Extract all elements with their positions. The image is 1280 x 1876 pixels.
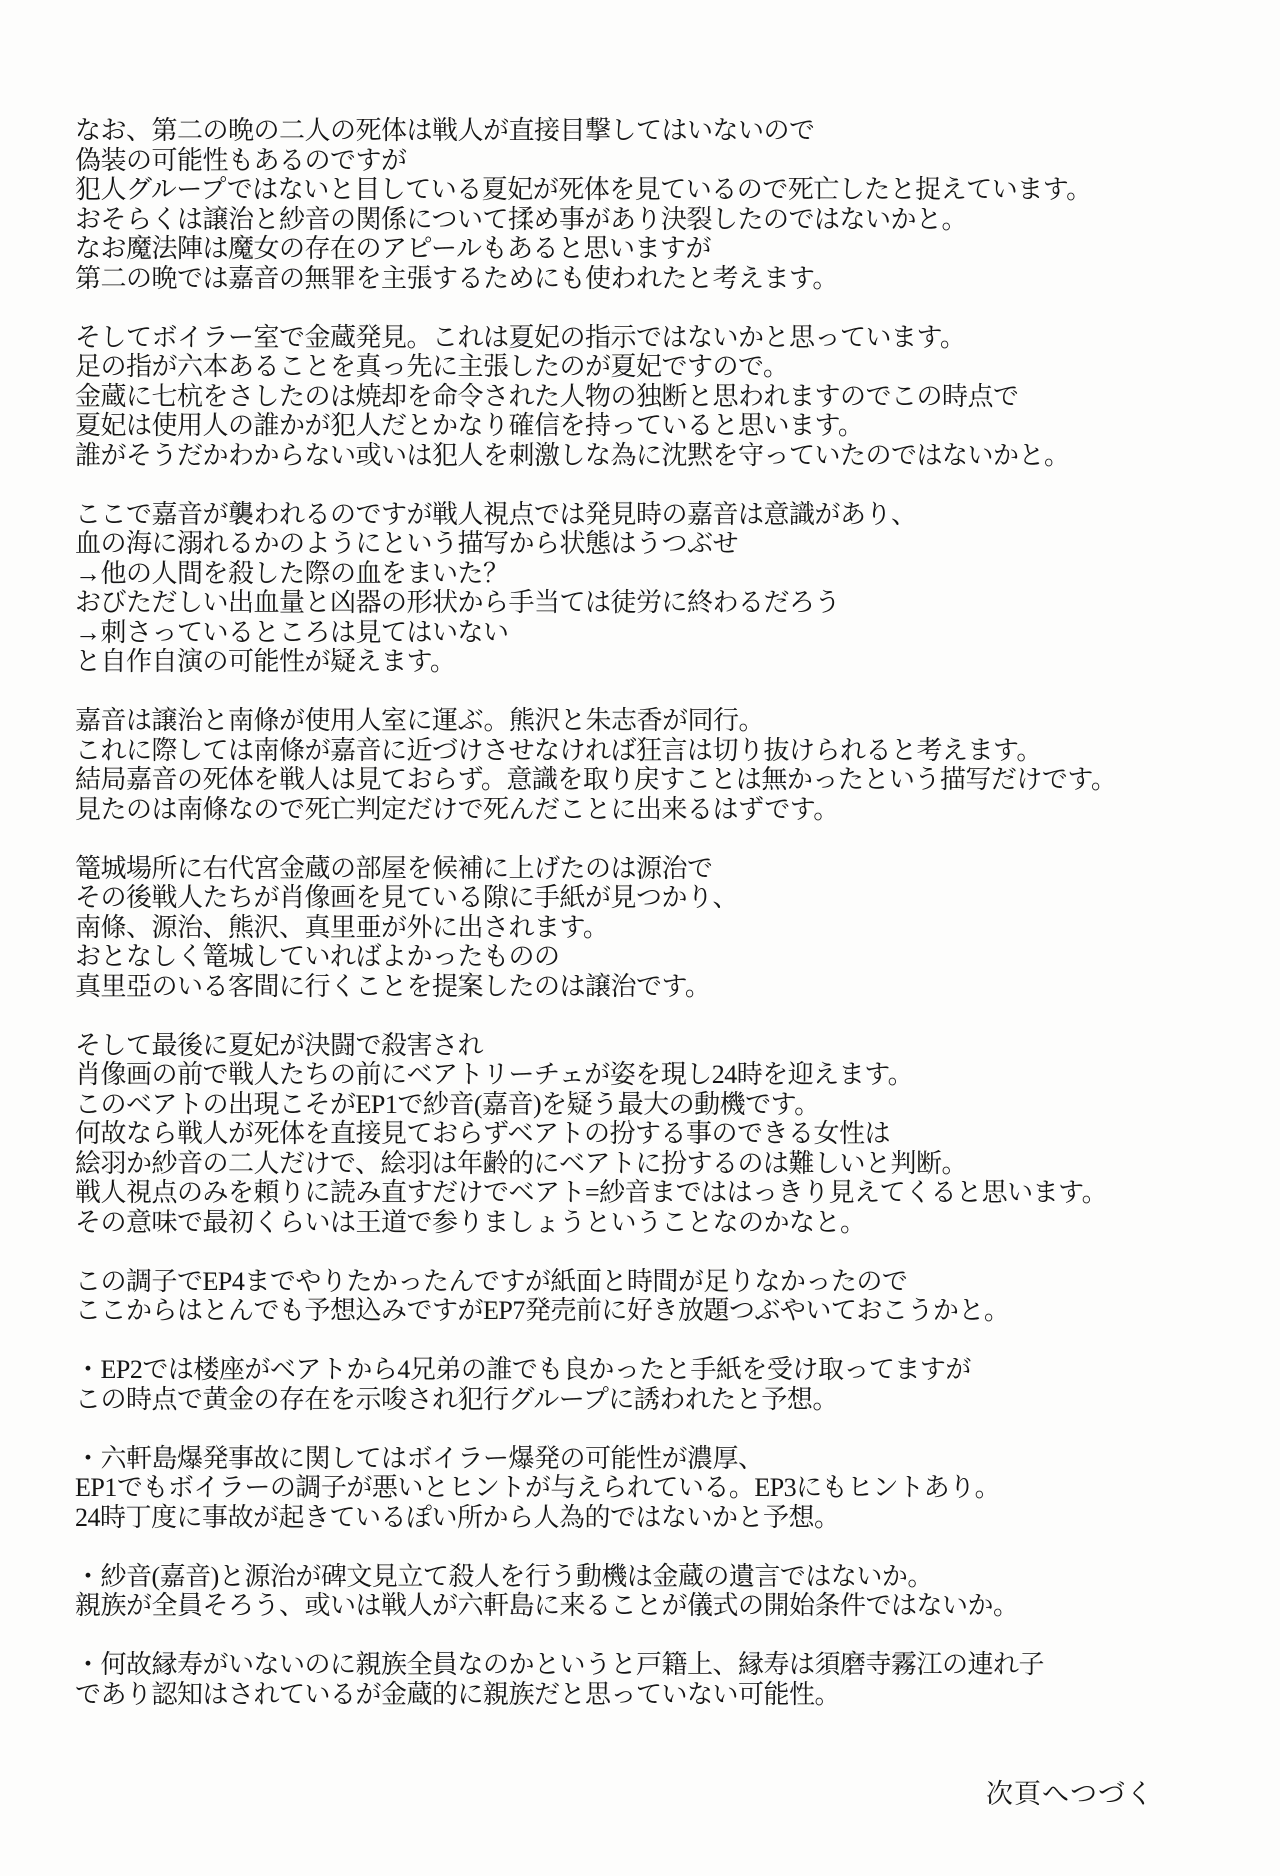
text-line: これに際しては南條が嘉音に近づけさせなければ狂言は切り抜けられると考えます。: [75, 735, 1042, 765]
text-line: 嘉音は譲治と南條が使用人室に運ぶ。熊沢と朱志香が同行。: [75, 706, 765, 735]
text-line: 戦人視点のみを頼りに読み直すだけでベアト=紗音までははっきり見えてくると思います。: [75, 1178, 1108, 1207]
paragraph-8: [75, 1355, 1225, 1414]
text-line: おとなしく篭城していればよかったものの: [75, 942, 560, 971]
body-text: [75, 116, 1225, 1709]
text-line: ・何故縁寿がいないのに親族全員なのかというと戸籍上、縁寿は須磨寺霧江の連れ子: [75, 1650, 1045, 1679]
text-line: 真里亞のいる客間に行くことを提案したのは譲治です。: [75, 971, 711, 1001]
text-line: なお、第二の晩の二人の死体は戦人が直接目撃してはいないので: [75, 116, 815, 145]
text-line: 南條、源治、熊沢、真里亜が外に出されます。: [75, 912, 609, 942]
text-line: このベアトの出現こそがEP1で紗音(嘉音)を疑う最大の動機です。: [75, 1089, 820, 1119]
text-line: この時点で黄金の存在を示唆され犯行グループに誘われたと予想。: [75, 1384, 838, 1414]
paragraph-2: [75, 323, 1225, 471]
text-line: 親族が全員そろう、或いは戦人が六軒島に来ることが儀式の開始条件ではないか。: [75, 1591, 1019, 1620]
text-line: この調子でEP4までやりたかったんですが紙面と時間が足りなかったので: [75, 1266, 908, 1296]
text-line: そして最後に夏妃が決闘で殺害され: [75, 1030, 484, 1060]
paragraph-9: [75, 1444, 1225, 1533]
text-line: ・紗音(嘉音)と源治が碑文見立て殺人を行う動機は金蔵の遺言ではないか。: [75, 1561, 933, 1591]
text-line: ・六軒島爆発事故に関してはボイラー爆発の可能性が濃厚、: [75, 1443, 764, 1473]
text-line: おそらくは譲治と紗音の関係について揉め事があり決裂したのではないかと。: [75, 204, 967, 234]
paragraph-4: [75, 706, 1225, 824]
text-line: 足の指が六本あることを真っ先に主張したのが夏妃ですので。: [75, 352, 789, 381]
text-line: 血の海に溺れるかのようにという描写から状態はうつぶせ: [75, 529, 739, 558]
text-line: 24時丁度に事故が起きているぽい所から人為的ではないかと予想。: [75, 1502, 840, 1532]
text-line: おびただしい出血量と凶器の形状から手当ては徒労に終わるだろう: [75, 588, 841, 617]
text-line: EP1でもボイラーの調子が悪いとヒントが与えられている。EP3にもヒントあり。: [75, 1473, 1001, 1502]
paragraph-6: [75, 1031, 1225, 1238]
continued-next-page-label: 次頁へつづく: [986, 1779, 1154, 1809]
text-line: 夏妃は使用人の誰かが犯人だとかなり確信を持っていると思います。: [75, 411, 864, 440]
text-line: 篭城場所に右代宮金蔵の部屋を候補に上げたのは源治で: [75, 853, 713, 883]
text-line: その後戦人たちが肖像画を見ている隙に手紙が見つかり、: [75, 883, 739, 912]
paragraph-5: [75, 854, 1225, 1002]
text-line: 偽装の可能性もあるのですが: [75, 145, 407, 175]
text-line: 肖像画の前で戦人たちの前にベアトリーチェが姿を現し24時を迎えます。: [75, 1060, 914, 1089]
text-line: と自作自演の可能性が疑えます。: [75, 647, 456, 676]
paragraph-10: [75, 1562, 1225, 1621]
text-line: その意味で最初くらいは王道で参りましょうということなのかなと。: [75, 1207, 866, 1237]
paragraph-3: [75, 500, 1225, 677]
text-line: ・EP2では楼座がベアトから4兄弟の誰でも良かったと手紙を受け取ってますが: [75, 1355, 971, 1384]
paragraph-7: [75, 1267, 1225, 1326]
text-line: そしてボイラー室で金蔵発見。これは夏妃の指示ではないかと思っています。: [75, 322, 966, 352]
text-line: →刺さっているところは見てはいない: [75, 617, 509, 647]
text-line: であり認知はされているが金蔵的に親族だと思っていない可能性。: [75, 1679, 841, 1709]
text-line: →他の人間を殺した際の血をまいた？: [75, 558, 509, 588]
text-line: 犯人グループではないと目している夏妃が死体を見ているので死亡したと捉えています。: [75, 175, 1092, 204]
text-line: 何故なら戦人が死体を直接見ておらずベアトの扮する事のできる女性は: [75, 1119, 890, 1148]
text-line: 第二の晩では嘉音の無罪を主張するためにも使われたと考えます。: [75, 263, 838, 293]
paragraph-1: [75, 116, 1225, 293]
text-line: ここで嘉音が襲われるのですが戦人視点では発見時の嘉音は意識があり、: [75, 499, 917, 529]
text-line: 誰がそうだかわからない或いは犯人を刺激しな為に沈黙を守っていたのではないかと。: [75, 440, 1070, 470]
paragraph-11: [75, 1650, 1225, 1709]
text-line: 結局嘉音の死体を戦人は見ておらず。意識を取り戻すことは無かったという描写だけです。: [75, 765, 1117, 794]
text-line: 見たのは南條なので死亡判定だけで死んだことに出来るはずです。: [75, 794, 839, 824]
text-line: なお魔法陣は魔女の存在のアピールもあると思いますが: [75, 234, 711, 263]
text-line: 絵羽か紗音の二人だけで、絵羽は年齢的にベアトに扮するのは難しいと判断。: [75, 1148, 967, 1178]
text-line: 金蔵に七杭をさしたのは焼却を命令された人物の独断と思われますのでこの時点で: [75, 381, 1019, 411]
text-line: ここからはとんでも予想込みですがEP7発売前に好き放題つぶやいておこうかと。: [75, 1296, 1010, 1325]
